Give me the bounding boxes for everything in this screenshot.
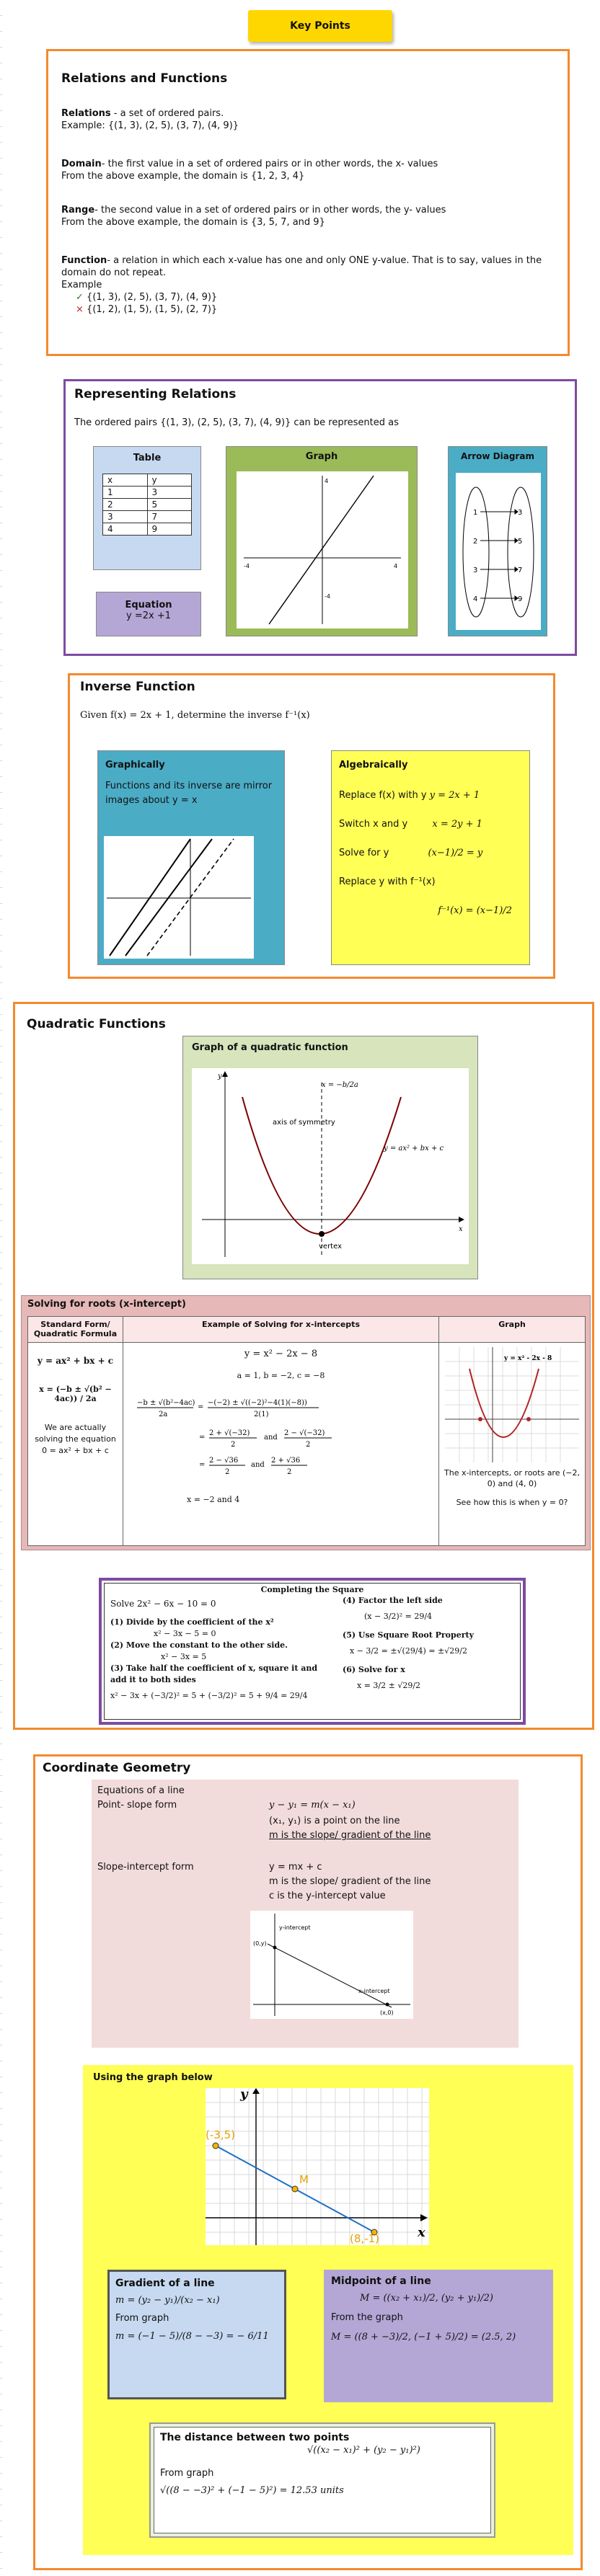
svg-text:and: and bbox=[250, 1461, 265, 1469]
y-intercept-point: (0,y) bbox=[253, 1940, 267, 1947]
table-cell: 9 bbox=[147, 523, 192, 536]
ctsq-step-5: (5) Use Square Root Property bbox=[343, 1630, 474, 1640]
ctsq-step-3-math: x² − 3x + (−3/2)² = 5 + (−3/2)² = 5 + 9/4 = 29/4 bbox=[110, 1691, 308, 1700]
slope-intercept-label: Slope-intercept form bbox=[97, 1862, 194, 1873]
working-steps bbox=[130, 1385, 433, 1493]
arrow-left-value: 2 bbox=[473, 538, 478, 546]
table-header: Graph bbox=[439, 1317, 586, 1343]
roots-note: The x-intercepts, or roots are (−2, 0) and (4, 0) bbox=[444, 1468, 580, 1488]
equation-card bbox=[96, 592, 201, 636]
distance-formula: √((x₂ − x₁)² + (y₂ − y₁)²) bbox=[307, 2445, 420, 2456]
table-cell: 5 bbox=[147, 499, 192, 511]
ctsq-step-4: (4) Factor the left side bbox=[343, 1596, 443, 1605]
domain-def: - the first value in a set of ordered pairs or in other words, the x- values bbox=[101, 159, 438, 169]
function-term: Function bbox=[61, 255, 107, 266]
svg-text:=: = bbox=[197, 1403, 203, 1411]
arrow-right-value: 5 bbox=[518, 538, 523, 546]
svg-text:−(−2) ± √((−2)²−4(1)(−8)): −(−2) ± √((−2)²−4(1)(−8)) bbox=[207, 1399, 307, 1407]
ctsq-step-2-math: x² − 3x = 5 bbox=[161, 1652, 207, 1661]
x-intercept-label: x-intercept bbox=[358, 1988, 390, 1994]
roots-graph bbox=[445, 1347, 579, 1462]
inverse-given: Given f(x) = 2x + 1, determine the inverse f⁻¹(x) bbox=[80, 710, 310, 721]
key-points-banner bbox=[248, 10, 392, 42]
representing-title: Representing Relations bbox=[74, 387, 237, 401]
slope-intercept-note: m is the slope/ gradient of the line bbox=[269, 1876, 431, 1887]
axis-equation: x = −b/2a bbox=[322, 1081, 358, 1089]
ctsq-step-1-math: x² − 3x − 5 = 0 bbox=[154, 1629, 216, 1638]
example-answer: x = −2 and 4 bbox=[187, 1495, 240, 1504]
svg-text:y: y bbox=[218, 1072, 222, 1080]
point-b-label: (8,-1) bbox=[350, 2232, 379, 2245]
graphically-title: Graphically bbox=[105, 760, 165, 770]
relations-def: - a set of ordered pairs. bbox=[110, 108, 224, 119]
arrow-right-value: 3 bbox=[518, 509, 523, 517]
gradient-from-graph: From graph bbox=[115, 2313, 169, 2324]
ctsq-solve: Solve 2x² − 6x − 10 = 0 bbox=[110, 1599, 216, 1609]
step-math: x = 2y + 1 bbox=[432, 819, 482, 830]
step-label: Switch x and y bbox=[339, 819, 408, 830]
midpoint-from-graph: From the graph bbox=[331, 2312, 403, 2323]
arrow-diagram-card bbox=[448, 446, 547, 636]
distance-from-graph: From graph bbox=[160, 2468, 214, 2479]
arrow-diagram-title: Arrow Diagram bbox=[461, 451, 534, 461]
ctsq-step-5-math: x − 3/2 = ±√(29/4) = ±√29/2 bbox=[350, 1646, 467, 1656]
coordinate-section bbox=[33, 1754, 583, 2570]
quadratic-graph-title: Graph of a quadratic function bbox=[192, 1042, 348, 1053]
relations-section bbox=[46, 49, 570, 356]
svg-text:y: y bbox=[240, 2088, 248, 2102]
ctsq-step-3: (3) Take half the coefficient of x, square it and add it to both sides bbox=[110, 1664, 318, 1684]
ctsq-step-6-math: x = 3/2 ± √29/2 bbox=[357, 1681, 421, 1690]
using-graph-card bbox=[83, 2065, 573, 2555]
range-term: Range bbox=[61, 205, 95, 216]
table-cell: 7 bbox=[147, 511, 192, 523]
coordinate-title: Coordinate Geometry bbox=[43, 1761, 191, 1775]
ctsq-title: Completing the Square bbox=[260, 1585, 364, 1594]
step-label: Replace y with f⁻¹(x) bbox=[339, 876, 436, 887]
step-math: (x−1)/2 = y bbox=[428, 848, 483, 858]
point-slope-note: m is the slope/ gradient of the line bbox=[269, 1830, 431, 1841]
example-coefficients: a = 1, b = −2, c = −8 bbox=[237, 1371, 325, 1380]
graph-card bbox=[226, 446, 418, 636]
roots-table bbox=[27, 1316, 586, 1546]
svg-text:-4: -4 bbox=[244, 563, 250, 569]
table-cell: 4 bbox=[103, 523, 148, 536]
completing-square-card bbox=[99, 1578, 526, 1725]
inverse-title: Inverse Function bbox=[80, 680, 195, 694]
midpoint-card bbox=[324, 2270, 553, 2402]
table-card bbox=[93, 446, 201, 570]
svg-text:2 − √(−32): 2 − √(−32) bbox=[283, 1429, 325, 1437]
table-cell: 2 bbox=[103, 499, 148, 511]
gradient-formula: m = (y₂ − y₁)/(x₂ − x₁) bbox=[115, 2295, 220, 2306]
range-example: From the above example, the domain is {3, 5, 7, and 9} bbox=[61, 217, 325, 228]
distance-title: The distance between two points bbox=[160, 2432, 350, 2443]
y-intercept-label: y-intercept bbox=[279, 1924, 311, 1931]
ctsq-step-2: (2) Move the constant to the other side. bbox=[110, 1640, 288, 1650]
svg-text:and: and bbox=[263, 1434, 278, 1442]
relation-line-graph bbox=[237, 471, 408, 629]
equation-text: y =2x +1 bbox=[126, 610, 171, 621]
roots-title: Solving for roots (x-intercept) bbox=[27, 1299, 186, 1310]
inverse-final: f⁻¹(x) = (x−1)/2 bbox=[438, 905, 512, 916]
gradient-title: Gradient of a line bbox=[115, 2278, 215, 2289]
axis-label: axis of symmetry bbox=[273, 1119, 335, 1127]
arrow-left-value: 3 bbox=[473, 567, 478, 574]
cross-icon: × bbox=[76, 304, 84, 315]
banner-title: Key Points bbox=[290, 20, 350, 32]
relations-term: Relations bbox=[61, 108, 111, 119]
relations-example: Example: {(1, 3), (2, 5), (3, 7), (4, 9)} bbox=[61, 120, 239, 131]
x-intercept-point: (x,0) bbox=[380, 2009, 394, 2016]
step-math: y = 2x + 1 bbox=[429, 790, 480, 801]
svg-text:2a: 2a bbox=[158, 1411, 167, 1418]
table-cell: 1 bbox=[103, 487, 148, 499]
arrow-right-value: 7 bbox=[518, 567, 523, 574]
equation-title: Equation bbox=[125, 600, 172, 610]
midpoint-formula: M = ((x₂ + x₁)/2, (y₂ + y₁)/2) bbox=[360, 2293, 493, 2304]
valid-function-example: {(1, 3), (2, 5), (3, 7), (4, 9)} bbox=[87, 292, 218, 303]
table-header: Example of Solving for x-intercepts bbox=[123, 1317, 439, 1343]
table-header: Standard Form/ Quadratic Formula bbox=[28, 1317, 123, 1343]
svg-text:2 + √36: 2 + √36 bbox=[270, 1457, 300, 1465]
svg-text:2: 2 bbox=[305, 1441, 310, 1449]
svg-text:2: 2 bbox=[230, 1441, 235, 1449]
point-slope-note: (x₁, y₁) is a point on the line bbox=[269, 1816, 400, 1826]
equations-card bbox=[92, 1780, 519, 2048]
check-icon: ✓ bbox=[76, 292, 84, 303]
inverse-section bbox=[68, 673, 555, 979]
domain-example: From the above example, the domain is {1, 2, 3, 4} bbox=[61, 171, 305, 182]
arrow-right-value: 9 bbox=[518, 595, 523, 603]
representing-intro: The ordered pairs {(1, 3), (2, 5), (3, 7), (4, 9)} can be represented as bbox=[74, 417, 399, 428]
table-cell: 3 bbox=[147, 487, 192, 499]
table-title: Table bbox=[133, 453, 162, 463]
function-def: - a relation in which each x-value has one and only ONE y-value. That is to say, values in the domain do not repeat. bbox=[61, 255, 542, 278]
point-slope-equation: y − y₁ = m(x − x₁) bbox=[269, 1800, 356, 1811]
step-label: Solve for y bbox=[339, 848, 389, 858]
representing-section bbox=[63, 379, 577, 656]
vertex-label: vertex bbox=[319, 1243, 342, 1251]
quadratic-formula: x = (−b ± √(b² − 4ac)) / 2a bbox=[39, 1385, 112, 1403]
parabola-graph bbox=[192, 1068, 469, 1264]
actually-solving: We are actually solving the equation 0 = ax² + bx + c bbox=[35, 1423, 116, 1455]
arrow-left-value: 1 bbox=[473, 509, 478, 517]
svg-text:x: x bbox=[418, 2225, 425, 2240]
invalid-function-example: {(1, 2), (1, 5), (1, 5), (2, 7)} bbox=[87, 304, 218, 315]
graphically-card bbox=[97, 750, 285, 965]
svg-text:2 − √36: 2 − √36 bbox=[208, 1457, 238, 1465]
roots-note-2: See how this is when y = 0? bbox=[456, 1498, 568, 1507]
distance-value: √((8 − −3)² + (−1 − 5)²) = 12.53 units bbox=[160, 2485, 344, 2496]
gradient-card bbox=[107, 2270, 286, 2399]
svg-text:−b ± √(b²−4ac): −b ± √(b²−4ac) bbox=[136, 1399, 195, 1407]
distance-card bbox=[149, 2422, 495, 2538]
table-header: x bbox=[103, 474, 148, 487]
algebraically-card bbox=[331, 750, 530, 965]
point-a-label: (-3,5) bbox=[206, 2128, 235, 2141]
inverse-graph bbox=[104, 836, 254, 959]
range-def: - the second value in a set of ordered pairs or in other words, the y- values bbox=[94, 205, 446, 216]
roots-graph-equation: y = x² - 2x - 8 bbox=[504, 1355, 552, 1362]
midpoint-title: Midpoint of a line bbox=[331, 2275, 431, 2287]
quadratic-title: Quadratic Functions bbox=[27, 1017, 166, 1031]
svg-text:2 + √(−32): 2 + √(−32) bbox=[208, 1429, 250, 1437]
ctsq-step-1: (1) Divide by the coefficient of the x² bbox=[110, 1617, 274, 1627]
relations-title: Relations and Functions bbox=[61, 71, 228, 86]
using-graph-label: Using the graph below bbox=[93, 2072, 213, 2083]
svg-text:-4: -4 bbox=[325, 593, 330, 600]
svg-text:=: = bbox=[198, 1461, 205, 1469]
quadratic-section bbox=[13, 1002, 594, 1730]
svg-text:x: x bbox=[459, 1225, 463, 1233]
midpoint-label: M bbox=[299, 2173, 309, 2186]
slope-intercept-note: c is the y-intercept value bbox=[269, 1891, 386, 1901]
arrow-left-value: 4 bbox=[473, 595, 478, 603]
example-label: Example bbox=[61, 280, 102, 290]
slope-intercept-graph bbox=[250, 1911, 413, 2019]
table-cell: 3 bbox=[103, 511, 148, 523]
gradient-value: m = (−1 − 5)/(8 − −3) = − 6/11 bbox=[115, 2331, 269, 2342]
table-header: y bbox=[147, 474, 192, 487]
graphically-text: Functions and its inverse are mirror images about y = x bbox=[105, 781, 273, 806]
quadratic-graph-card bbox=[182, 1036, 478, 1279]
ctsq-step-6: (6) Solve for x bbox=[343, 1665, 405, 1674]
svg-text:2: 2 bbox=[224, 1468, 229, 1476]
equations-heading: Equations of a line bbox=[97, 1785, 185, 1796]
svg-text:4: 4 bbox=[325, 478, 329, 484]
values-table bbox=[102, 474, 192, 536]
standard-form: y = ax² + bx + c bbox=[37, 1356, 114, 1366]
step-label: Replace f(x) with y bbox=[339, 790, 427, 801]
slope-intercept-equation: y = mx + c bbox=[269, 1862, 322, 1873]
domain-term: Domain bbox=[61, 159, 102, 169]
svg-text:2(1): 2(1) bbox=[253, 1411, 269, 1418]
svg-text:4: 4 bbox=[394, 563, 398, 569]
svg-text:=: = bbox=[198, 1434, 205, 1442]
svg-text:2: 2 bbox=[286, 1468, 291, 1476]
parabola-equation: y = ax² + bx + c bbox=[384, 1145, 444, 1152]
two-point-graph bbox=[206, 2088, 429, 2245]
point-slope-label: Point- slope form bbox=[97, 1800, 177, 1811]
roots-card bbox=[21, 1295, 591, 1550]
midpoint-value: M = ((8 + −3)/2, (−1 + 5)/2) = (2.5, 2) bbox=[331, 2332, 516, 2342]
arrow-diagram bbox=[456, 473, 541, 630]
ctsq-step-4-math: (x − 3/2)² = 29/4 bbox=[364, 1612, 433, 1621]
algebraically-title: Algebraically bbox=[339, 760, 408, 770]
example-equation: y = x² − 2x − 8 bbox=[244, 1349, 318, 1359]
graph-title: Graph bbox=[305, 451, 338, 462]
